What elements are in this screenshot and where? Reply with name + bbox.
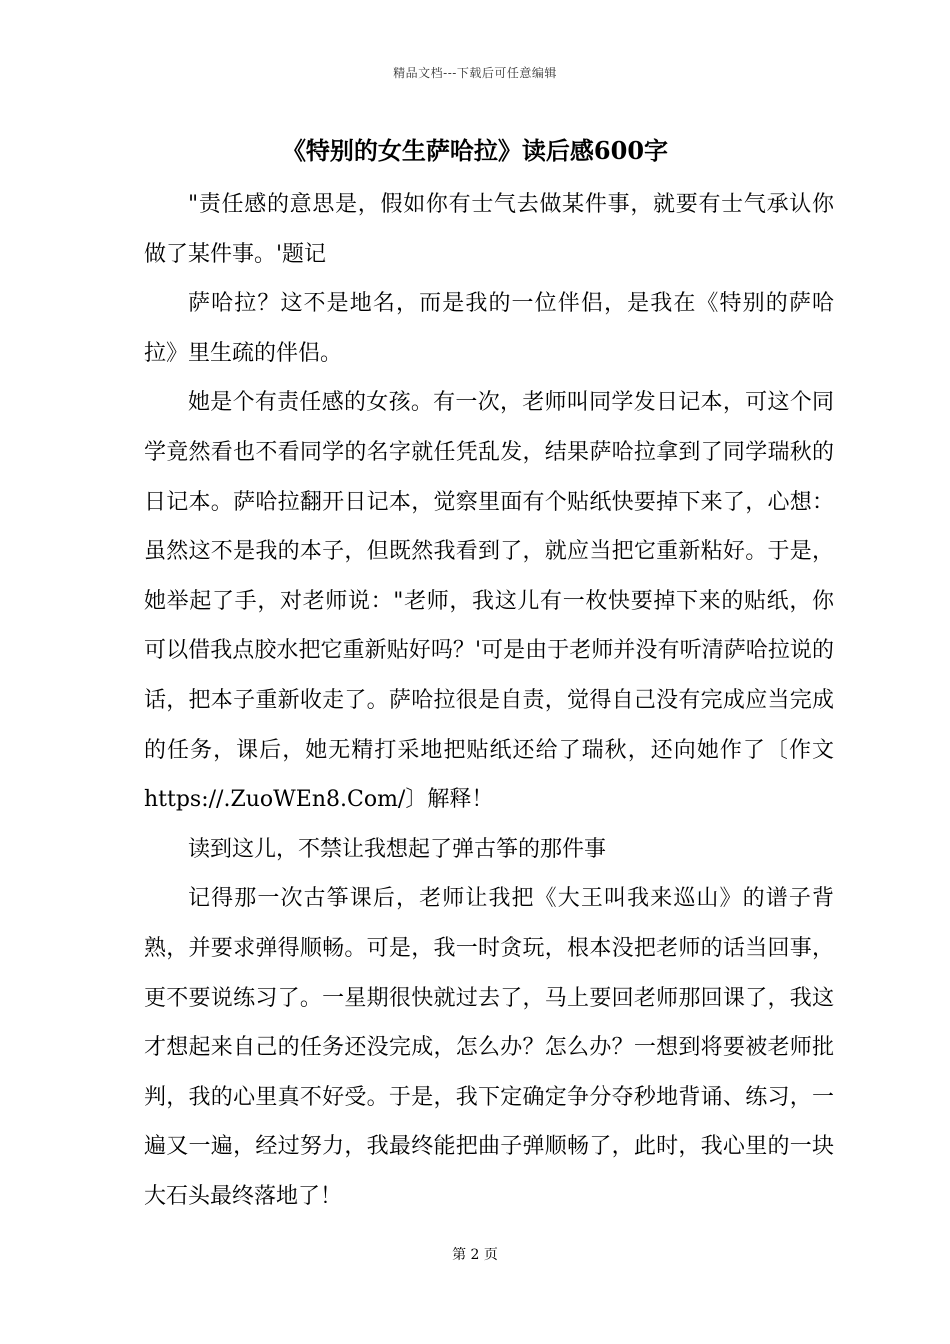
document-title: 《特别的女生萨哈拉》读后感600字: [281, 136, 669, 165]
paragraph: 萨哈拉？这不是地名，而是我的一位伴侣，是我在《特别的萨哈拉》里生疏的伴侣。: [144, 291, 834, 366]
paragraph: "责任感的意思是，假如你有士气去做某件事，就要有士气承认你做了某件事。'题记: [144, 192, 834, 267]
page-number: 第 2 页: [452, 1247, 498, 1263]
document-body: [144, 180, 834, 1221]
paragraph: 记得那一次古筝课后，老师让我把《大王叫我来巡山》的谱子背熟，并要求弹得顺畅。可是，我一时贪玩，根本没把老师的话当回事，更不要说练习了。一星期很快就过去了，马上要回老师那回课了，我这才想起来自己的任务还没完成，怎么办？怎么办？一想到将要被老师批判，我的心里真不好受。于是，我下定确定争分夺秒地背诵、练习，一遍又一遍，经过努力，我最终能把曲子弹顺畅了，此时，我心里的一块大石头最终落地了！: [144, 886, 834, 1209]
paragraph: 她是个有责任感的女孩。有一次，老师叫同学发日记本，可这个同学竟然看也不看同学的名字就任凭乱发，结果萨哈拉拿到了同学瑞秋的日记本。萨哈拉翻开日记本，觉察里面有个贴纸快要掉下来了，心想：虽然这不是我的本子，但既然我看到了，就应当把它重新粘好。于是，她举起了手，对老师说："老师，我这儿有一枚快要掉下来的贴纸，你可以借我点胶水把它重新贴好吗？'可是由于老师并没有听清萨哈拉说的话，把本子重新收走了。萨哈拉很是自责，觉得自己没有完成应当完成的任务，课后，她无精打采地把贴纸还给了瑞秋，还向她作了〔作文https://.ZuoWEn8.Com/〕解释！: [144, 390, 834, 813]
paragraph: 读到这儿，不禁让我想起了弹古筝的那件事: [188, 836, 607, 862]
page-header: 精品文档---下载后可任意编辑: [393, 66, 557, 80]
